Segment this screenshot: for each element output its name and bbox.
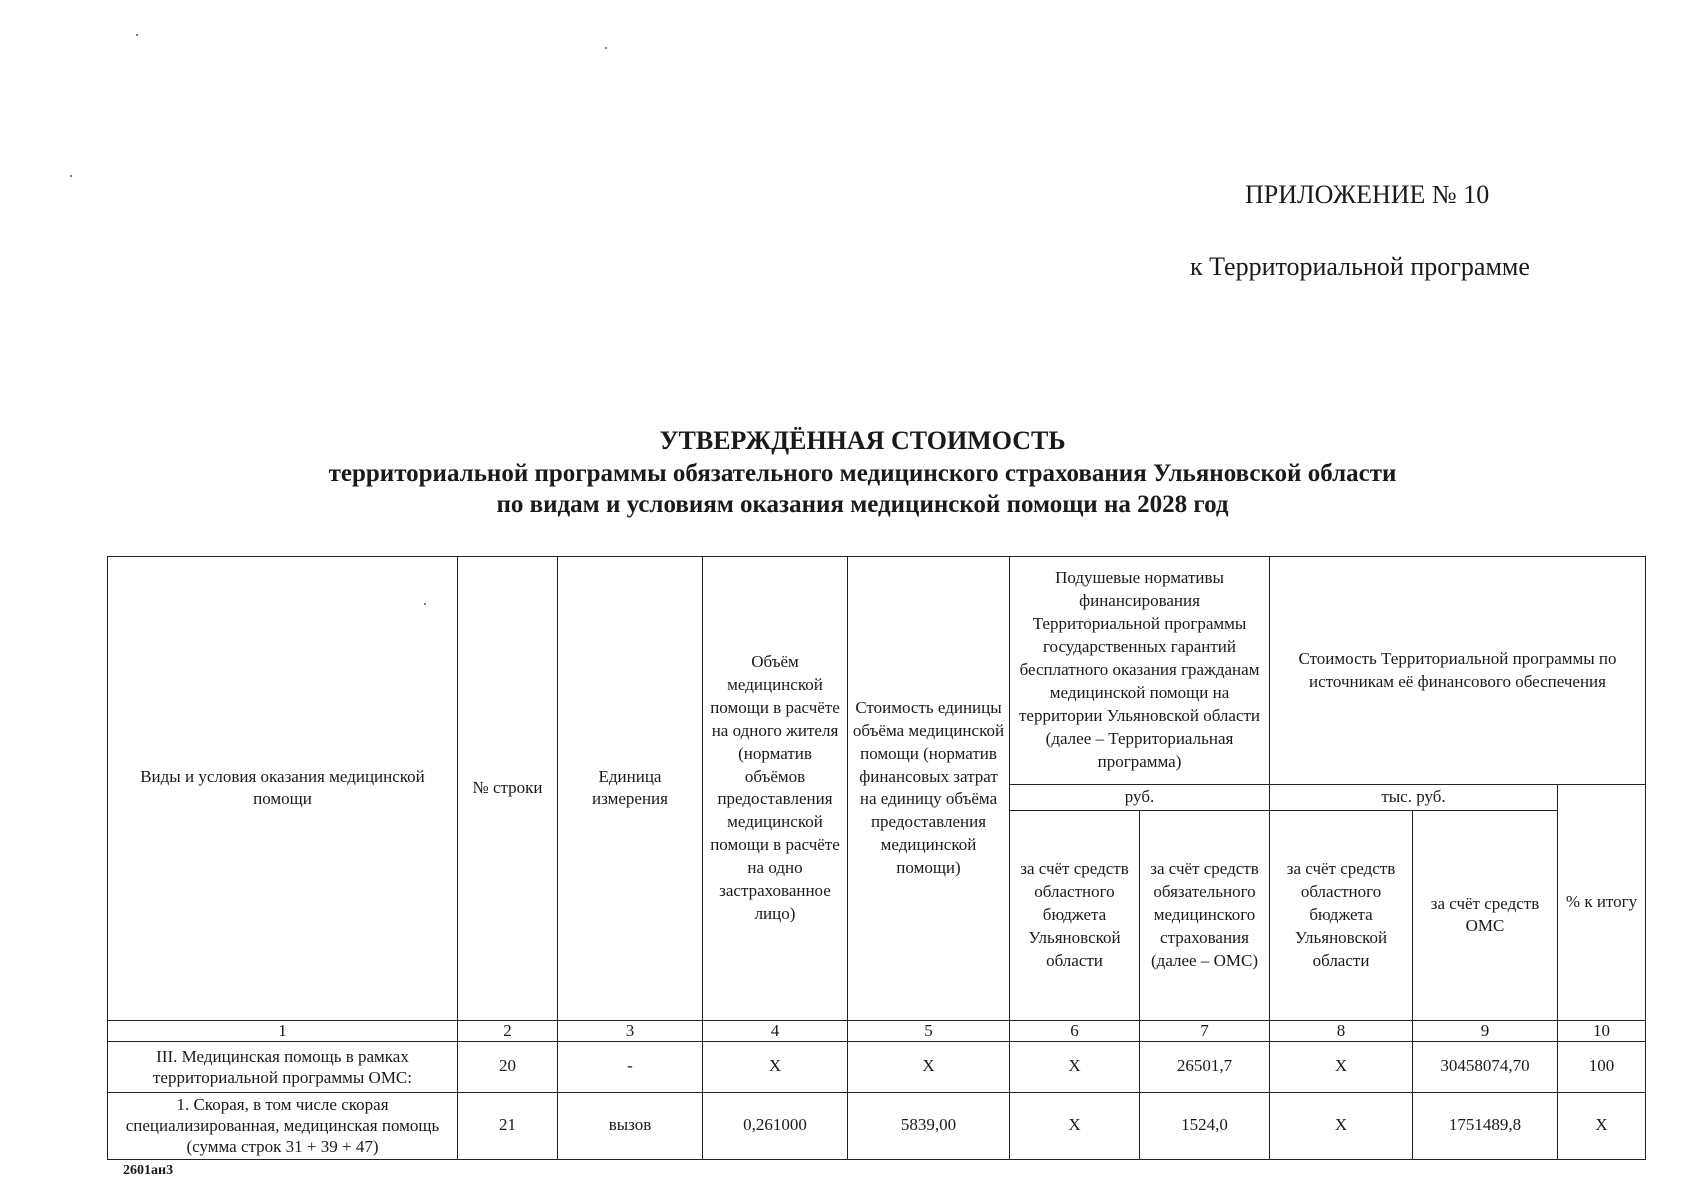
header-unit: Единица измерения — [558, 557, 703, 1021]
row-percent: X — [1558, 1092, 1646, 1159]
column-number-row — [108, 1020, 1646, 1041]
table-row — [108, 1041, 1646, 1092]
column-number: 4 — [703, 1020, 848, 1041]
column-number: 1 — [108, 1020, 458, 1041]
row-volume: X — [703, 1041, 848, 1092]
header-per-capita: Подушевые нормативы финансирования Территориальной программы государственных гарантий бесплатного оказания гражданам медицинской помощи на территории Ульяновской области (далее – Территориальная программа) — [1010, 557, 1270, 785]
header-regional-budget-rub: за счёт средств областного бюджета Ульяновской области — [1010, 810, 1140, 1020]
row-unit-cost: 5839,00 — [848, 1092, 1010, 1159]
column-number: 7 — [1140, 1020, 1270, 1041]
row-label: 1. Скорая, в том числе скорая специализированная, медицинская помощь (сумма строк 31 + 39 + 47) — [108, 1092, 458, 1159]
header-oms-rub: за счёт средств обязательного медицинского страхования (далее – ОМС) — [1140, 810, 1270, 1020]
row-regional-budget-rub: X — [1010, 1092, 1140, 1159]
row-number: 20 — [458, 1041, 558, 1092]
column-number: 3 — [558, 1020, 703, 1041]
table-row — [108, 1092, 1646, 1159]
header-care-type: Виды и условия оказания медицинской помощи — [108, 557, 458, 1021]
row-unit-cost: X — [848, 1041, 1010, 1092]
row-oms-rub: 26501,7 — [1140, 1041, 1270, 1092]
row-number: 21 — [458, 1092, 558, 1159]
header-percent: % к итогу — [1558, 785, 1646, 1021]
row-unit: - — [558, 1041, 703, 1092]
row-regional-budget-thous: X — [1270, 1041, 1413, 1092]
header-rub: руб. — [1010, 785, 1270, 811]
document-subtitle-2: по видам и условиям оказания медицинской помощи на 2028 год — [496, 491, 1229, 518]
column-number: 10 — [1558, 1020, 1646, 1041]
header-cost-sources: Стоимость Территориальной программы по источникам её финансового обеспечения — [1270, 557, 1646, 785]
appendix-subtitle: к Территориальной программе — [1190, 252, 1530, 281]
document-code: 2601ан3 — [123, 1163, 174, 1178]
scan-speck — [605, 47, 607, 49]
scan-speck — [136, 34, 138, 36]
row-oms-rub: 1524,0 — [1140, 1092, 1270, 1159]
header-unit-cost: Стоимость единицы объёма медицинской помощи (норматив финансовых затрат на единицу объёма предоставления медицинской помощи) — [848, 557, 1010, 1021]
row-regional-budget-thous: X — [1270, 1092, 1413, 1159]
row-label: III. Медицинская помощь в рамках территориальной программы ОМС: — [108, 1041, 458, 1092]
document-subtitle: территориальной программы обязательного медицинского страхования Ульяновской области — [328, 460, 1397, 487]
scan-speck — [70, 175, 72, 177]
column-number: 9 — [1413, 1020, 1558, 1041]
column-number: 6 — [1010, 1020, 1140, 1041]
document-title: УТВЕРЖДЁННАЯ СТОИМОСТЬ — [659, 426, 1066, 455]
row-oms-thous: 30458074,70 — [1413, 1041, 1558, 1092]
header-volume: Объём медицинской помощи в расчёте на одного жителя (норматив объёмов предоставления медицинской помощи в расчёте на одно застрахованное лицо) — [703, 557, 848, 1021]
row-regional-budget-rub: X — [1010, 1041, 1140, 1092]
header-oms-thous: за счёт средств ОМС — [1413, 810, 1558, 1020]
column-number: 8 — [1270, 1020, 1413, 1041]
appendix-title: ПРИЛОЖЕНИЕ № 10 — [1245, 180, 1490, 209]
row-unit: вызов — [558, 1092, 703, 1159]
cost-table — [107, 556, 1646, 1160]
row-oms-thous: 1751489,8 — [1413, 1092, 1558, 1159]
column-number: 5 — [848, 1020, 1010, 1041]
row-percent: 100 — [1558, 1041, 1646, 1092]
row-volume: 0,261000 — [703, 1092, 848, 1159]
header-row-number: № строки — [458, 557, 558, 1021]
column-number: 2 — [458, 1020, 558, 1041]
header-thous-rub: тыс. руб. — [1270, 785, 1558, 811]
header-regional-budget-thous: за счёт средств областного бюджета Ульяновской области — [1270, 810, 1413, 1020]
